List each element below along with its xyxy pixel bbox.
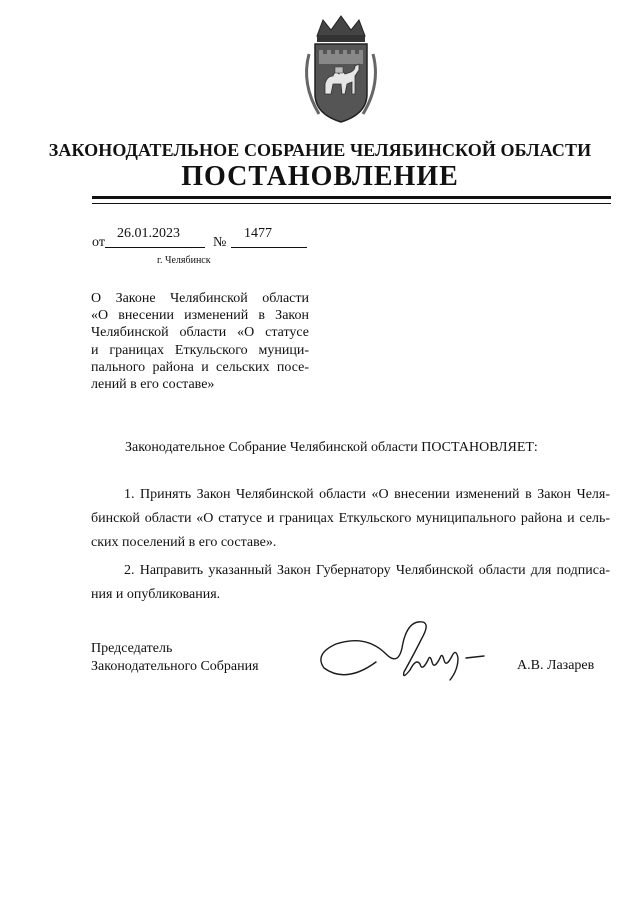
- resolution-preamble: Законодательное Собрание Челябинской области ПОСТАНОВЛЯЕТ:: [125, 440, 538, 455]
- document-subject: [91, 290, 309, 393]
- city-label: г. Челябинск: [157, 255, 211, 266]
- number-underline: [231, 247, 307, 248]
- header-divider-thick: [92, 196, 611, 199]
- signer-name: А.В. Лазарев: [517, 658, 595, 673]
- org-title: ЗАКОНОДАТЕЛЬНОЕ СОБРАНИЕ ЧЕЛЯБИНСКОЙ ОБЛАСТИ: [48, 140, 592, 160]
- number-sign-label: №: [213, 235, 227, 250]
- date-prefix-label: от: [92, 235, 105, 250]
- paragraph-line: ния и опубликования.: [91, 587, 221, 602]
- subject-line: «О внесении изменений в Закон: [91, 308, 309, 324]
- document-date: 26.01.2023: [117, 226, 180, 241]
- header-divider-thin: [92, 203, 611, 204]
- subject-line: лений в его составе»: [91, 377, 215, 393]
- signer-title-line: Председатель: [91, 641, 173, 656]
- document-type: ПОСТАНОВЛЕНИЕ: [181, 161, 459, 192]
- date-underline: [105, 247, 205, 248]
- paragraph-line: ских поселений в его составе».: [91, 535, 277, 550]
- subject-line: пального района и сельских посе-: [91, 359, 309, 375]
- signer-title: [91, 640, 259, 676]
- handwritten-signature: [316, 614, 496, 686]
- subject-line: Челябинской области «О статусе: [91, 325, 309, 341]
- paragraph-line: 1. Принять Закон Челябинской области «О внесении изменений в Закон Челя-: [124, 487, 610, 502]
- paragraph-1: [91, 483, 610, 555]
- paragraph-line: 2. Направить указанный Закон Губернатору Челябинской области для подписа-: [124, 563, 610, 578]
- subject-line: и границах Еткульского муници-: [91, 342, 309, 358]
- chelyabinsk-coat-of-arms-icon: [295, 14, 387, 126]
- subject-line: О Законе Челябинской области: [91, 291, 309, 306]
- document-number: 1477: [244, 226, 272, 241]
- signer-title-line: Законодательного Собрания: [91, 659, 259, 674]
- paragraph-line: бинской области «О статусе и границах Еткульского муниципального района и сель-: [91, 511, 610, 526]
- paragraph-2: [91, 559, 610, 607]
